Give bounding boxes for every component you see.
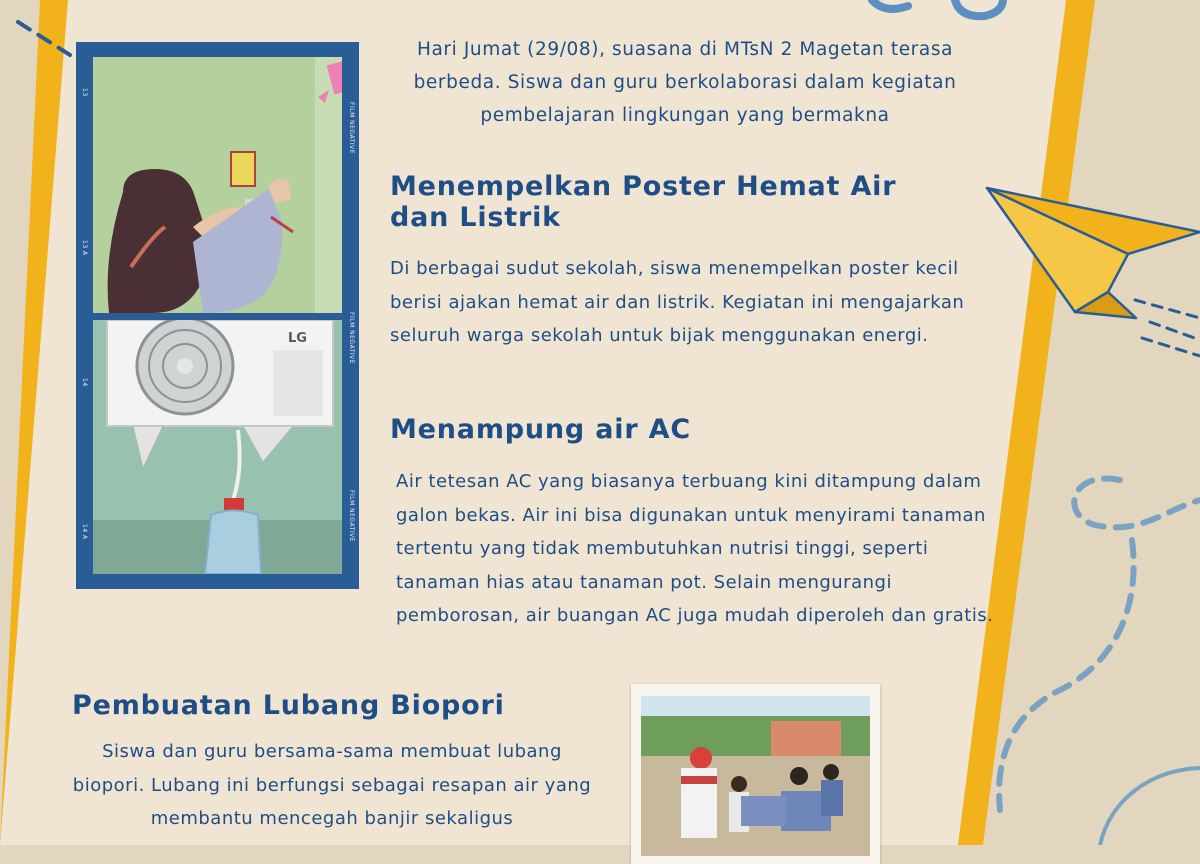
film-edge-label: FILM NEGATIVE bbox=[348, 312, 355, 365]
section-body-ac-water: Air tetesan AC yang biasanya terbuang kini ditampung dalam galon bekas. Air ini bisa digunakan untuk menyirami tanaman tertentu yang tidak membutuhkan nutrisi tinggi, seperti tanaman hias atau tanaman pot. Selain mengurangi pemborosan, air buangan AC juga mudah diperoleh dan gratis. bbox=[396, 471, 994, 626]
section-heading-ac-water: Menampung air AC bbox=[390, 414, 691, 445]
film-edge-label: FILM NEGATIVE bbox=[348, 490, 355, 543]
photo-biopori-activity bbox=[641, 696, 870, 856]
dashed-swirl-decoration bbox=[999, 479, 1200, 810]
section-body-poster: Di berbagai sudut sekolah, siswa menempelkan poster kecil berisi ajakan hemat air dan listrik. Kegiatan ini mengajarkan seluruh warga sekolah untuk bijak menggunakan energi. bbox=[390, 258, 965, 346]
photo-student-poster bbox=[93, 57, 342, 313]
biopori-activity-illustration bbox=[641, 696, 870, 856]
film-frame-number: 13 A bbox=[81, 240, 88, 256]
circle-arc-decoration bbox=[1100, 768, 1200, 845]
film-frame-number: 14 A bbox=[81, 524, 88, 540]
film-frame-number: 14 bbox=[81, 378, 88, 387]
section-heading-poster: Menempelkan Poster Hemat Air dan Listrik bbox=[390, 171, 897, 233]
student-poster-illustration bbox=[93, 57, 342, 313]
photo-ac-unit bbox=[93, 320, 342, 574]
ac-brand-label: LG bbox=[288, 331, 307, 346]
film-frame-number: 13 bbox=[81, 88, 88, 97]
section-heading-biopori: Pembuatan Lubang Biopori bbox=[72, 690, 505, 721]
section-body-biopori: Siswa dan guru bersama-sama membuat lubang biopori. Lubang ini berfungsi sebagai resapan air yang membantu mencegah banjir sekaligus bbox=[72, 741, 592, 829]
film-strip-frame bbox=[76, 42, 359, 589]
polaroid-photo-frame bbox=[631, 684, 880, 864]
intro-paragraph: Hari Jumat (29/08), suasana di MTsN 2 Magetan terasa berbeda. Siswa dan guru berkolaborasi dalam kegiatan pembelajaran lingkungan yang bermakna bbox=[413, 39, 957, 126]
ac-unit-illustration bbox=[93, 320, 342, 574]
film-edge-label: FILM NEGATIVE bbox=[348, 102, 355, 155]
